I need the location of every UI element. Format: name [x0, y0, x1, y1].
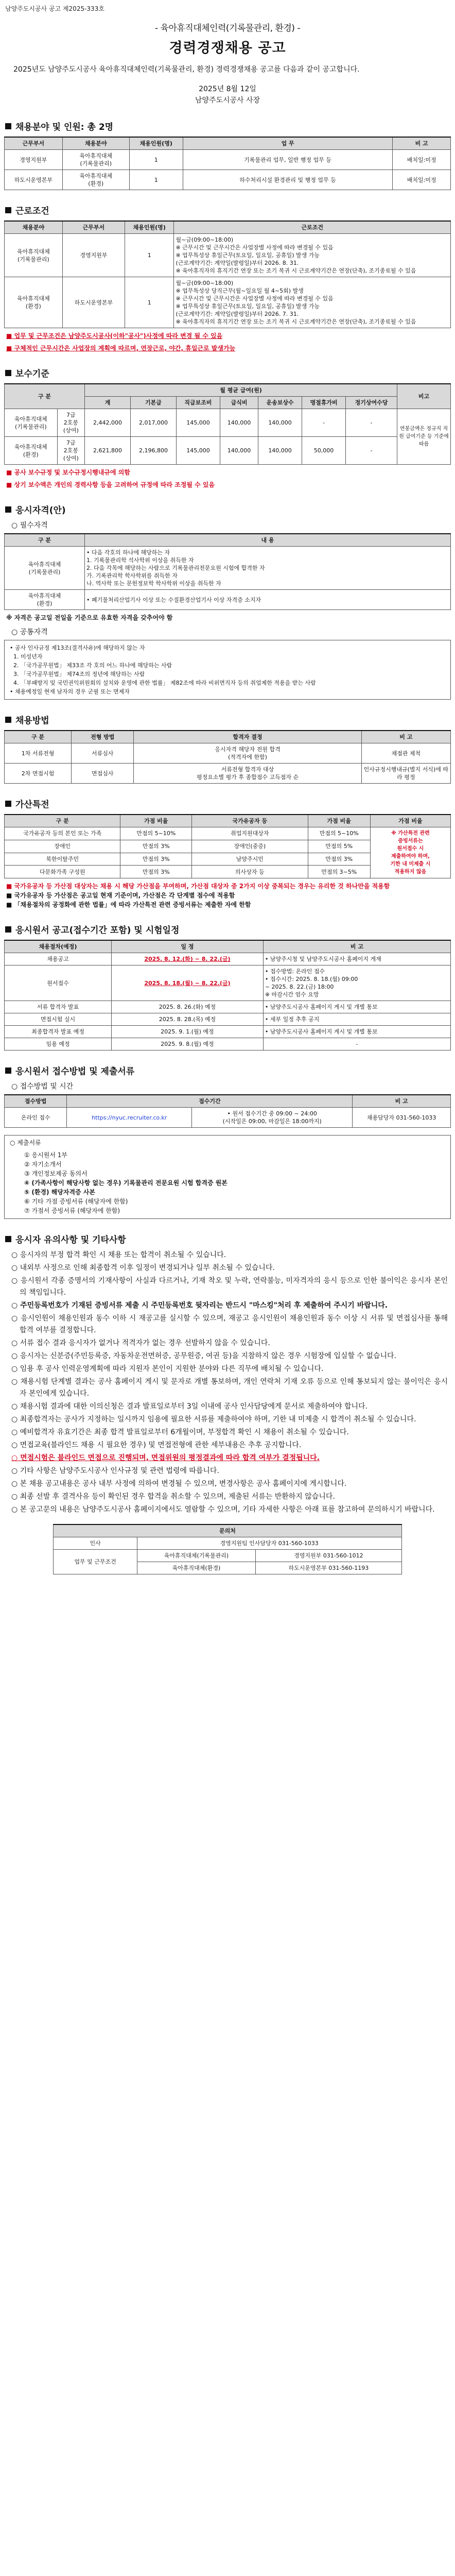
square-bullet-icon: [5, 1067, 11, 1074]
section-cautions: 응시자 유의사항 및 기타사항: [5, 1232, 451, 1245]
table-row: 온라인 접수 https://nyuc.recruiter.co.kr • 원서 접수기간 중 09:00 ~ 24:00 (시작일은 09:00, 마감일은 18:00까지) 채용담당자 031-560-1033: [5, 1108, 451, 1128]
table-row: 육아휴직대체 (기록물관리) 7급 2호봉 (상여) 2,442,000 2,017,000 145,000 140,000 140,000 - - 연봉금액은 정규직 직원 급여기준 등 기준에 따름: [5, 409, 451, 437]
application-method-label: ○ 접수방법 및 시간: [11, 1082, 74, 1091]
notice-issuer: 남양주도시공사 사장: [195, 96, 260, 105]
table-row: 경영지원부 육아휴직대체 (기록물관리) 1 기록물관리 업무, 일반 행정 업무 등 배치일:미정: [5, 150, 451, 170]
notice-title: 경력경쟁채용 공고: [169, 40, 286, 56]
section-salary: 보수기준: [5, 366, 451, 379]
section-qualifications: 응시자격(안): [5, 503, 451, 516]
square-bullet-icon: [5, 926, 11, 933]
hiring-fields-table: 근무부서 채용분야 채용인원(명) 업 무 비 고 경영지원부 육아휴직대체 (기록물관리) 1 기록물관리 업무, 일반 행정 업무 등 배치일:미정 하도시운영본부 육아휴직대체 (환경) 1 하수처리시설 환경관리 및 행정 업무 등 배치일:미정: [4, 137, 451, 190]
document-number: 남양주도시공사 공고 제2025-333호: [5, 5, 104, 12]
table-row: 육아휴직대체 (환경) • 폐기물처리산업기사 이상 또는 수질환경산업기사 이상 자격증 소지자: [5, 590, 451, 610]
square-bullet-icon: [5, 207, 11, 213]
table-row: 면접시험 실시 2025. 8. 28.(목) 예정 • 세부 일정 추후 공지: [5, 1013, 451, 1026]
list-item: ○ 응시인원이 채용인원과 동수 이하 시 재공고를 실시할 수 있으며, 재공고 응시인원이 채용인원과 동수 이상 시 서류 및 면접심사를 통해 합격 여부를 결정합니다.: [11, 1314, 448, 1334]
table-row: 최종합격자 발표 예정 2025. 9. 1.(월) 예정 • 남양주도시공사 홈페이지 게시 및 개별 통보: [5, 1026, 451, 1038]
square-bullet-icon: [5, 370, 11, 376]
hiring-method-table: 구 분 전형 방법 합격자 결정 비 고 1차 서류전형 서류심사 응시자격 해당자 전원 합격 (적격자에 한함) 채점관 제척 2차 면접시험 면접심사 서류전형 합격자 대상 평정요소별 평가 후 종합점수 고득점자 순 인사규정시행내규(별지 서식)에 따라 평정: [4, 730, 451, 784]
square-bullet-icon: [5, 506, 11, 513]
square-bullet-icon: [5, 801, 11, 807]
list-item: ○ 최종합격자는 공사가 지정하는 일시까지 임용에 필요한 서류를 제출하여야 하며, 기한 내 미제출 시 합격이 취소될 수 있습니다.: [11, 1415, 416, 1423]
required-documents-title: ○ 제출서류: [10, 1139, 41, 1146]
table-row: 업무 및 근무조건 육아휴직대체(기록물관리) 경영지원부 031-560-1012: [54, 1550, 401, 1562]
table-row: 원서접수 2025. 8. 18.(월) ~ 8. 22.(금) • 접수방법: 온라인 접수 • 접수시간: 2025. 8. 18.(월) 09:00 ~ 2025. 8. 22.(금) 18:00 ※ 마감시간 엄수 요망: [5, 965, 451, 1001]
table-row: 인사 경영지원팀 인사담당자 031-560-1033: [54, 1537, 401, 1550]
table-row: 북한이탈주민 만점의 3% 남양주시민 만점의 3%: [5, 853, 451, 866]
list-item: ○ 기타 사항은 남양주도시공사 인사규정 및 관련 법령에 따릅니다.: [11, 1467, 219, 1475]
contact-table: 문의처 인사 경영지원팀 인사담당자 031-560-1033 업무 및 근무조건 육아휴직대체(기록물관리) 경영지원부 031-560-1012 육아휴직대체(환경) 하도시운영본부 031-560-1193: [53, 1524, 401, 1574]
list-item: ○ 서류 접수 결과 응시자가 없거나 적격자가 없는 경우 선발하지 않을 수 있습니다.: [11, 1339, 270, 1347]
common-qualifications-label: ○ 공통자격: [11, 628, 48, 636]
table-row: 육아휴직대체 (기록물관리) 경영지원부 1 월~금(09:00~18:00) ※ 근무시간 및 근무시간은 사업장별 사정에 따라 변경될 수 있음 ※ 업무특성상 휴일근무(토요일, 일요일, 공휴일) 발생 가능 (근로계약기간: 계약일(발령일)부터 2026. 8. 31. ※ 육아휴직자의 휴직기간 연장 또는 조기 복귀 시 근로계약기간은 연장(단축), 조기종료될 수 있음: [5, 234, 451, 277]
list-item: ○ 주민등록번호가 기재된 증빙서류 제출 시 주민등록번호 뒷자리는 반드시 "마스킹"처리 후 제출하여 주시기 바랍니다.: [11, 1301, 388, 1310]
bonus-note-2: ■ 국가유공자 등 가산점은 공고일 현재 기준이며, 가산점은 각 단계별 점수에 적용함: [6, 892, 235, 899]
list-item: ○ 채용시험 단계별 결과는 공사 홈페이지 게시 및 문자로 개별 통보하며, 개인 연락처 기재 오류 등으로 인해 통보되지 않는 불이익은 응시자 본인에게 있습니다.: [11, 1378, 448, 1398]
list-item: ○ 본 채용 공고내용은 공사 내부 사정에 의하여 변경될 수 있으며, 변경사항은 공사 홈페이지에 게시합니다.: [11, 1480, 347, 1488]
table-row: 국가유공자 등의 본인 또는 가족 만점의 5~10% 취업지원대상자 만점의 5~10% ※ 가산특전 관련 증빙서류는 원서접수 시 제출하여야 하며, 기한 내 미제출 시 적용하지 않음: [5, 827, 451, 840]
list-item: ○ 응시자는 신분증(주민등록증, 자동차운전면허증, 공무원증, 여권 등)을 지참하지 않은 경우 시험장에 입실할 수 없습니다.: [11, 1352, 396, 1360]
section-hiring-fields: 채용분야 및 인원: 총 2명: [5, 120, 451, 132]
salary-note-2: ■ 상기 보수액은 개인의 경력사항 등을 고려하여 규정에 따라 조정될 수 있음: [6, 481, 215, 488]
salary-note-1: ■ 공사 보수규정 및 보수규정시행내규에 의함: [6, 469, 130, 476]
table-row: 임용 예정 2025. 9. 8.(월) 예정 -: [5, 1038, 451, 1050]
list-item: ○ 면접시험은 블라인드 면접으로 진행되며, 면접위원의 평정결과에 따라 합격 여부가 결정됩니다.: [11, 1454, 320, 1462]
table-row: 다문화가족 구성원 만점의 3% 의사상자 등 만점의 3~5%: [5, 866, 451, 878]
common-qualifications-box: • 공사 인사규정 제13조(결격사유)에 해당하지 않는 자 1. 미성년자 2. 「국가공무원법」 제33조 각 호의 어느 하나에 해당하는 사람 3. 「국가공무원법」 제74조의 정년에 해당하는 사람 4. 「부패방지 및 국민권익위원회의 설치와 운영에 관한 법률」 제82조에 따라 비위면직자 등의 취업제한 적용을 받는 사람 • 채용예정일 현재 남자의 경우 군필 또는 면제자: [4, 640, 451, 700]
list-item: ○ 예비합격자 유효기간은 최종 합격 발표일로부터 6개월이며, 부정합격 확인 시 채용이 취소될 수 있습니다.: [11, 1428, 349, 1436]
section-work-conditions: 근로조건: [5, 204, 451, 216]
table-row: 육아휴직대체 (환경) 7급 2호봉 (상여) 2,621,800 2,196,800 145,000 140,000 140,000 50,000 -: [5, 437, 451, 465]
notice-intro: 2025년도 남양주도시공사 육아휴직대체인력(기록물관리, 환경) 경력경쟁채용 공고를 다음과 같이 공고합니다.: [13, 65, 360, 74]
section-hiring-method: 채용방법: [5, 713, 451, 726]
section-bonus-points: 가산특전: [5, 797, 451, 810]
table-row: 육아휴직대체 (기록물관리) • 다음 각호의 하나에 해당하는 자 1. 기록물관리학 석사학위 이상을 취득한 자 2. 다음 각목에 해당하는 사람으로 기록물관리전문요원 시험에 합격한 자 가. 기록관리학 학사학위를 취득한 자 나. 역사학 또는 문헌정보학 학사학위 이상을 취득한 자: [5, 547, 451, 590]
square-bullet-icon: [5, 123, 11, 129]
work-note-1: ■ 업무 및 근무조건은 남양주도시공사(이하"공사")사정에 따라 변경 될 수 있음: [6, 332, 223, 340]
table-row: 장애인 만점의 3% 장애인(중증) 만점의 5%: [5, 840, 451, 853]
bonus-note-3: ■ 「채용절차의 공정화에 관한 법률」에 따라 가산특전 관련 증빙서류는 제출한 자에 한함: [6, 901, 251, 908]
bonus-points-table: 구 분 가점 비율 국가유공자 등 가점 비율 가점 비율 국가유공자 등의 본인 또는 가족 만점의 5~10% 취업지원대상자 만점의 5~10% ※ 가산특전 관련 증빙서류는 원서접수 시 제출하여야 하며, 기한 내 미제출 시 적용하지 않음 장애인 만점의 3% 장애인(중증) 만점의 5% 북한이탈주민 만점의 3% 남양주시민 만점의 3% 다문화가족 구성원 만점의 3% 의사상자 등 만점의 3~5%: [4, 814, 451, 878]
table-row: 육아휴직대체(환경) 하도시운영본부 031-560-1193: [54, 1562, 401, 1574]
list-item: ○ 본 공고문의 내용은 남양주도시공사 홈페이지에서도 열람할 수 있으며, 기타 자세한 사항은 아래 표를 참고하여 문의하시기 바랍니다.: [11, 1505, 435, 1514]
list-item: ○ 임용 후 공사 인력운영계획에 따라 지원자 본인이 지원한 분야와 다른 직무에 배치될 수 있습니다.: [11, 1365, 324, 1373]
schedule-table: 채용절차(예정) 일 정 비 고 채용공고 2025. 8. 12.(화) ~ 8. 22.(금) • 남양주시청 및 남양주도시공사 홈페이지 게재 원서접수 2025. 8. 18.(월) ~ 8. 22.(금) • 접수방법: 온라인 접수 • 접수시간: 2025. 8. 18.(월) 09:00 ~ 2025. 8. 22.(금) 18:00 ※ 마감시간 엄수 요망 서류 합격자 발표 2025. 8. 26.(화) 예정 • 남양주도시공사 홈페이지 게시 및 개별 통보 면접시험 실시 2025. 8. 28.(목) 예정 • 세부 일정 추후 공지 최종합격자 발표 예정 2025. 9. 1.(월) 예정 • 남양주도시공사 홈페이지 게시 및 개별 통보 임용 예정 2025. 9. 8.(월) 예정 -: [4, 940, 451, 1050]
work-note-2: ■ 구체적인 근무시간은 사업장의 계획에 따르며, 연장근로, 야간, 휴일근로 발생가능: [6, 345, 236, 352]
cautions-list: [4, 1249, 451, 1516]
list-item: ○ 내외부 사정으로 인해 최종합격 이후 일정이 변경되거나 일부 취소될 수 있습니다.: [11, 1264, 275, 1272]
list-item: ○ 채용시험 결과에 대한 이의신청은 결과 발표일로부터 3일 이내에 공사 인사담당에게 문서로 제출하여야 합니다.: [11, 1402, 368, 1411]
work-conditions-table: 채용분야 근무부서 채용인원(명) 근로조건 육아휴직대체 (기록물관리) 경영지원부 1 월~금(09:00~18:00) ※ 근무시간 및 근무시간은 사업장별 사정에 따라 변경될 수 있음 ※ 업무특성상 휴일근무(토요일, 일요일, 공휴일) 발생 가능 (근로계약기간: 계약일(발령일)부터 2026. 8. 31. ※ 육아휴직자의 휴직기간 연장 또는 조기 복귀 시 근로계약기간은 연장(단축), 조기종료될 수 있음 육아휴직대체 (환경) 하도시운영본부 1 월~금(09:00~18:00) ※ 업무특성상 당직근무(월~일요일 월 4~5회) 발생 ※ 근무시간 및 근무시간은 사업장별 사정에 따라 변경될 수 있음 ※ 업무특성상 휴일근무(토요일, 일요일, 공휴일) 발생 가능 (근로계약기간: 계약일(발령일)부터 2026. 7. 31. ※ 육아휴직자의 휴직기간 연장 또는 조기 복귀 시 근로계약기간은 연장(단축), 조기종료될 수 있음: [4, 221, 451, 328]
table-row: 육아휴직대체 (환경) 하도시운영본부 1 월~금(09:00~18:00) ※ 업무특성상 당직근무(월~일요일 월 4~5회) 발생 ※ 근무시간 및 근무시간은 사업장별 사정에 따라 변경될 수 있음 ※ 업무특성상 휴일근무(토요일, 일요일, 공휴일) 발생 가능 (근로계약기간: 계약일(발령일)부터 2026. 7. 31. ※ 육아휴직자의 휴직기간 연장 또는 조기 복귀 시 근로계약기간은 연장(단축), 조기종료될 수 있음: [5, 277, 451, 328]
section-application: 응시원서 접수방법 및 제출서류: [5, 1064, 451, 1077]
square-bullet-icon: [5, 1236, 11, 1242]
qualifications-table: 구 분 내 용 육아휴직대체 (기록물관리) • 다음 각호의 하나에 해당하는 자 1. 기록물관리학 석사학위 이상을 취득한 자 2. 다음 각목에 해당하는 사람으로 기록물관리전문요원 시험에 합격한 자 가. 기록관리학 학사학위를 취득한 자 나. 역사학 또는 문헌정보학 학사학위 이상을 취득한 자 육아휴직대체 (환경) • 폐기물처리산업기사 이상 또는 수질환경산업기사 이상 자격증 소지자: [4, 533, 451, 610]
required-qualifications-label: ○ 필수자격: [11, 521, 48, 530]
notice-subtitle: - 육아휴직대체인력(기록물관리, 환경) -: [155, 23, 300, 33]
qualification-note: ※ 자격은 공고일 전일을 기준으로 유효한 자격을 갖추어야 함: [6, 614, 173, 621]
bonus-note-1: ■ 국가유공자 등 가산점 대상자는 채용 시 해당 가산점을 부여하며, 가산점 대상자 중 2가지 이상 중복되는 경우는 유리한 것 하나만을 적용함: [6, 883, 390, 890]
notice-date: 2025년 8월 12일: [199, 85, 256, 93]
list-item: ○ 응시자의 부정 합격 확인 시 채용 또는 합격이 취소될 수 있습니다.: [11, 1251, 226, 1259]
table-row: 서류 합격자 발표 2025. 8. 26.(화) 예정 • 남양주도시공사 홈페이지 게시 및 개별 통보: [5, 1001, 451, 1013]
application-table: 접수방법 접수기간 비 고 온라인 접수 https://nyuc.recruiter.co.kr • 원서 접수기간 중 09:00 ~ 24:00 (시작일은 09:00, 마감일은 18:00까지) 채용담당자 031-560-1033: [4, 1094, 451, 1128]
section-schedule: 응시원서 공고(접수기간 포함) 및 시험일정: [5, 923, 451, 936]
list-item: ○ 면접교육(블라인드 채용 시 필요한 경우) 및 면접전형에 관한 세부내용은 추후 공지합니다.: [11, 1441, 302, 1449]
list-item: ○ 최종 선발 후 결격사유 등이 확인된 경우 합격을 취소할 수 있으며, 제출된 서류는 반환하지 않습니다.: [11, 1493, 335, 1501]
required-documents-box: ○ 제출서류 ① 응시원서 1부 ② 자기소개서 ③ 개인정보제공 동의서 ④ (가족사항이 해당사항 없는 경우) 기록물관리 전문요원 시험 합격증 원본 ⑤ (환경) 해당자격증 사본 ⑥ 기타 가점 증빙서류 (해당자에 한함) ⑦ 가점서 증빙서류 (해당자에 한함): [4, 1135, 451, 1219]
application-link[interactable]: https://nyuc.recruiter.co.kr: [67, 1108, 192, 1128]
list-item: ○ 응시원서 각종 증명서의 기재사항이 사실과 다르거나, 기재 착오 및 누락, 연락불능, 미자격자의 응시 등으로 인한 불이익은 응시자 본인의 책임입니다.: [11, 1277, 448, 1297]
table-row: 2차 면접시험 면접심사 서류전형 합격자 대상 평정요소별 평가 후 종합점수 고득점자 순 인사규정시행내규(별지 서식)에 따라 평정: [5, 764, 451, 784]
table-row: 채용공고 2025. 8. 12.(화) ~ 8. 22.(금) • 남양주시청 및 남양주도시공사 홈페이지 게재: [5, 953, 451, 965]
salary-table: 구 분 월 평균 급여(원) 비고 계 기본급 직급보조비 급식비 운송보상수 명절휴가비 정기상여수당 육아휴직대체 (기록물관리) 7급 2호봉 (상여) 2,442,000 2,017,000 145,000 140,000 140,000 - - 연봉금액은 정규직 직원 급여기준 등 기준에 따름 육아휴직대체 (환경) 7급 2호봉 (상여) 2,621,800 2,196,800 145,000 140,000 140,000 50,000 -: [4, 383, 451, 465]
square-bullet-icon: [5, 717, 11, 723]
table-row: 하도시운영본부 육아휴직대체 (환경) 1 하수처리시설 환경관리 및 행정 업무 등 배치일:미정: [5, 170, 451, 190]
table-row: 1차 서류전형 서류심사 응시자격 해당자 전원 합격 (적격자에 한함) 채점관 제척: [5, 743, 451, 764]
